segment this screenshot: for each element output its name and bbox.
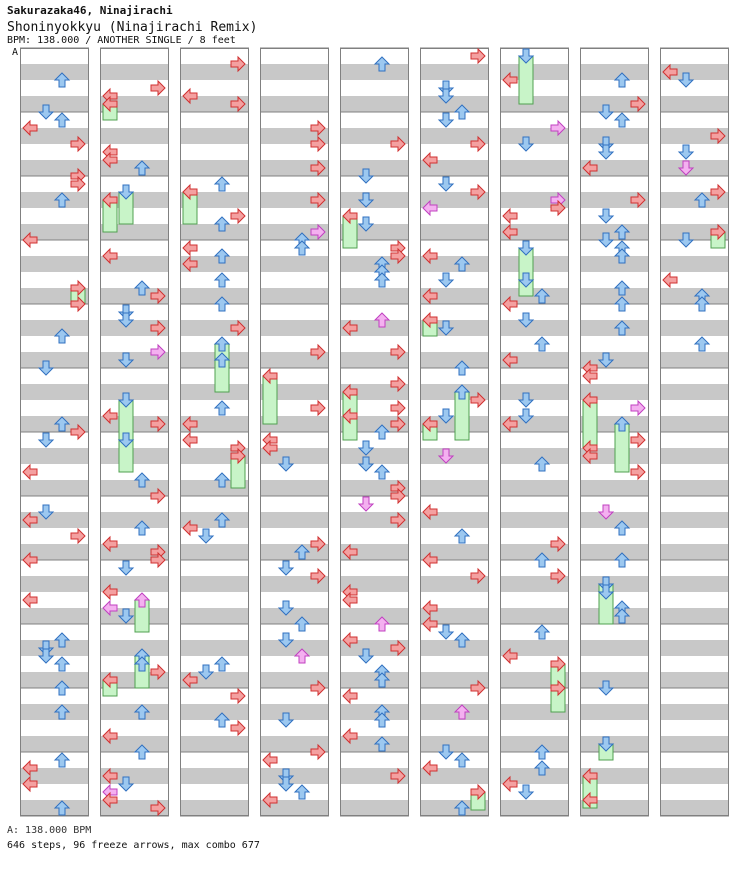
- beat-stripe: [420, 448, 489, 464]
- down-arrow: [439, 625, 453, 639]
- beat-stripe: [660, 416, 729, 432]
- beat-stripe: [660, 672, 729, 688]
- beat-stripe: [100, 64, 169, 80]
- down-arrow: [119, 561, 133, 575]
- right-arrow: [311, 401, 325, 415]
- down-arrow: [439, 273, 453, 287]
- beat-stripe: [180, 224, 249, 240]
- down-arrow: [439, 177, 453, 191]
- down-arrow: [679, 145, 693, 159]
- beat-stripe: [580, 512, 649, 528]
- beat-stripe: [260, 96, 329, 112]
- beat-stripe: [660, 736, 729, 752]
- down-arrow: [439, 113, 453, 127]
- up-arrow: [535, 625, 549, 639]
- right-arrow: [231, 721, 245, 735]
- beat-stripe: [660, 96, 729, 112]
- beat-stripe: [260, 640, 329, 656]
- right-arrow: [471, 49, 485, 63]
- beat-stripe: [660, 256, 729, 272]
- beat-stripe: [340, 160, 409, 176]
- beat-stripe: [420, 224, 489, 240]
- beat-stripe: [260, 512, 329, 528]
- beat-stripe: [340, 288, 409, 304]
- beat-stripe: [580, 288, 649, 304]
- beat-stripe: [340, 800, 409, 816]
- beat-stripe: [500, 736, 569, 752]
- beat-stripe: [660, 608, 729, 624]
- up-arrow: [455, 529, 469, 543]
- up-arrow: [215, 657, 229, 671]
- beat-stripe: [180, 736, 249, 752]
- beat-stripe: [660, 320, 729, 336]
- beat-stripe: [420, 96, 489, 112]
- beat-stripe: [660, 768, 729, 784]
- right-arrow: [71, 529, 85, 543]
- beat-stripe: [20, 608, 89, 624]
- beat-stripe: [180, 576, 249, 592]
- beat-stripe: [500, 800, 569, 816]
- up-arrow: [615, 113, 629, 127]
- beat-stripe: [260, 608, 329, 624]
- beat-stripe: [580, 736, 649, 752]
- beat-stripe: [180, 288, 249, 304]
- beat-stripe: [260, 768, 329, 784]
- beat-stripe: [20, 320, 89, 336]
- beat-stripe: [500, 512, 569, 528]
- song-artist: Sakurazaka46, Ninajirachi: [7, 4, 173, 17]
- beat-stripe: [660, 800, 729, 816]
- beat-stripe: [180, 608, 249, 624]
- left-arrow: [263, 753, 277, 767]
- beat-stripe: [20, 448, 89, 464]
- beat-stripe: [260, 288, 329, 304]
- right-arrow: [231, 209, 245, 223]
- up-arrow: [295, 241, 309, 255]
- beat-stripe: [260, 480, 329, 496]
- beat-stripe: [180, 544, 249, 560]
- beat-stripe: [500, 320, 569, 336]
- bpm-legend: A: 138.000 BPM: [7, 825, 92, 836]
- left-arrow: [503, 209, 517, 223]
- beat-stripe: [500, 96, 569, 112]
- beat-stripe: [180, 640, 249, 656]
- left-arrow: [183, 241, 197, 255]
- beat-stripe: [660, 640, 729, 656]
- left-arrow: [23, 593, 37, 607]
- up-arrow: [695, 337, 709, 351]
- beat-stripe: [20, 96, 89, 112]
- beat-stripe: [180, 128, 249, 144]
- down-arrow: [199, 529, 213, 543]
- beat-stripe: [20, 736, 89, 752]
- beat-stripe: [660, 160, 729, 176]
- beat-stripe: [260, 256, 329, 272]
- beat-stripe: [580, 576, 649, 592]
- left-arrow: [183, 433, 197, 447]
- beat-stripe: [260, 704, 329, 720]
- up-arrow: [215, 177, 229, 191]
- beat-stripe: [660, 352, 729, 368]
- song-title: Shoninyokkyu (Ninajirachi Remix): [7, 20, 258, 35]
- beat-stripe: [660, 704, 729, 720]
- chart-meta: BPM: 138.000 / ANOTHER SINGLE / 8 feet: [7, 35, 236, 46]
- beat-stripe: [660, 576, 729, 592]
- beat-stripe: [580, 672, 649, 688]
- beat-stripe: [260, 64, 329, 80]
- beat-stripe: [340, 64, 409, 80]
- beat-stripe: [20, 64, 89, 80]
- beat-stripe: [660, 448, 729, 464]
- beat-stripe: [20, 640, 89, 656]
- beat-stripe: [420, 352, 489, 368]
- up-arrow: [55, 657, 69, 671]
- beat-stripe: [180, 800, 249, 816]
- left-arrow: [663, 273, 677, 287]
- up-arrow: [215, 273, 229, 287]
- beat-stripe: [420, 64, 489, 80]
- down-arrow: [599, 209, 613, 223]
- right-arrow: [631, 433, 645, 447]
- bpm-marker: A: [12, 47, 19, 58]
- beat-stripe: [20, 384, 89, 400]
- down-arrow: [279, 561, 293, 575]
- beat-stripe: [340, 608, 409, 624]
- beat-stripe: [580, 640, 649, 656]
- beat-stripe: [580, 64, 649, 80]
- right-arrow: [151, 81, 165, 95]
- beat-stripe: [660, 544, 729, 560]
- up-arrow: [375, 465, 389, 479]
- up-arrow: [375, 273, 389, 287]
- beat-stripe: [660, 512, 729, 528]
- beat-stripe: [500, 384, 569, 400]
- chart-stats: 646 steps, 96 freeze arrows, max combo 677: [7, 840, 260, 851]
- beat-stripe: [500, 448, 569, 464]
- beat-stripe: [260, 320, 329, 336]
- right-arrow: [231, 689, 245, 703]
- beat-stripe: [340, 96, 409, 112]
- beat-stripe: [660, 384, 729, 400]
- beat-stripe: [100, 640, 169, 656]
- up-arrow: [55, 753, 69, 767]
- down-arrow: [359, 497, 373, 511]
- beat-stripe: [420, 736, 489, 752]
- beat-stripe: [660, 480, 729, 496]
- beat-stripe: [20, 256, 89, 272]
- beat-stripe: [20, 576, 89, 592]
- beat-stripe: [580, 704, 649, 720]
- beat-stripe: [340, 448, 409, 464]
- beat-stripe: [180, 704, 249, 720]
- up-arrow: [535, 337, 549, 351]
- beat-stripe: [100, 448, 169, 464]
- up-arrow: [215, 401, 229, 415]
- beat-stripe: [420, 640, 489, 656]
- beat-stripe: [580, 480, 649, 496]
- down-arrow: [599, 145, 613, 159]
- right-arrow: [631, 465, 645, 479]
- beat-stripe: [100, 512, 169, 528]
- beat-stripe: [20, 672, 89, 688]
- up-arrow: [55, 113, 69, 127]
- right-arrow: [391, 401, 405, 415]
- down-arrow: [519, 785, 533, 799]
- beat-stripe: [580, 256, 649, 272]
- beat-stripe: [180, 768, 249, 784]
- beat-stripe: [500, 256, 569, 272]
- left-arrow: [343, 689, 357, 703]
- beat-stripe: [580, 544, 649, 560]
- beat-stripe: [100, 128, 169, 144]
- beat-stripe: [180, 160, 249, 176]
- up-arrow: [295, 785, 309, 799]
- beat-stripe: [500, 608, 569, 624]
- beat-stripe: [340, 192, 409, 208]
- beat-stripe: [580, 128, 649, 144]
- beat-stripe: [500, 480, 569, 496]
- beat-stripe: [20, 480, 89, 496]
- down-arrow: [39, 433, 53, 447]
- left-arrow: [23, 465, 37, 479]
- beat-stripe: [420, 480, 489, 496]
- up-arrow: [455, 753, 469, 767]
- beat-stripe: [500, 160, 569, 176]
- right-arrow: [631, 401, 645, 415]
- beat-stripe: [20, 352, 89, 368]
- beat-stripe: [100, 384, 169, 400]
